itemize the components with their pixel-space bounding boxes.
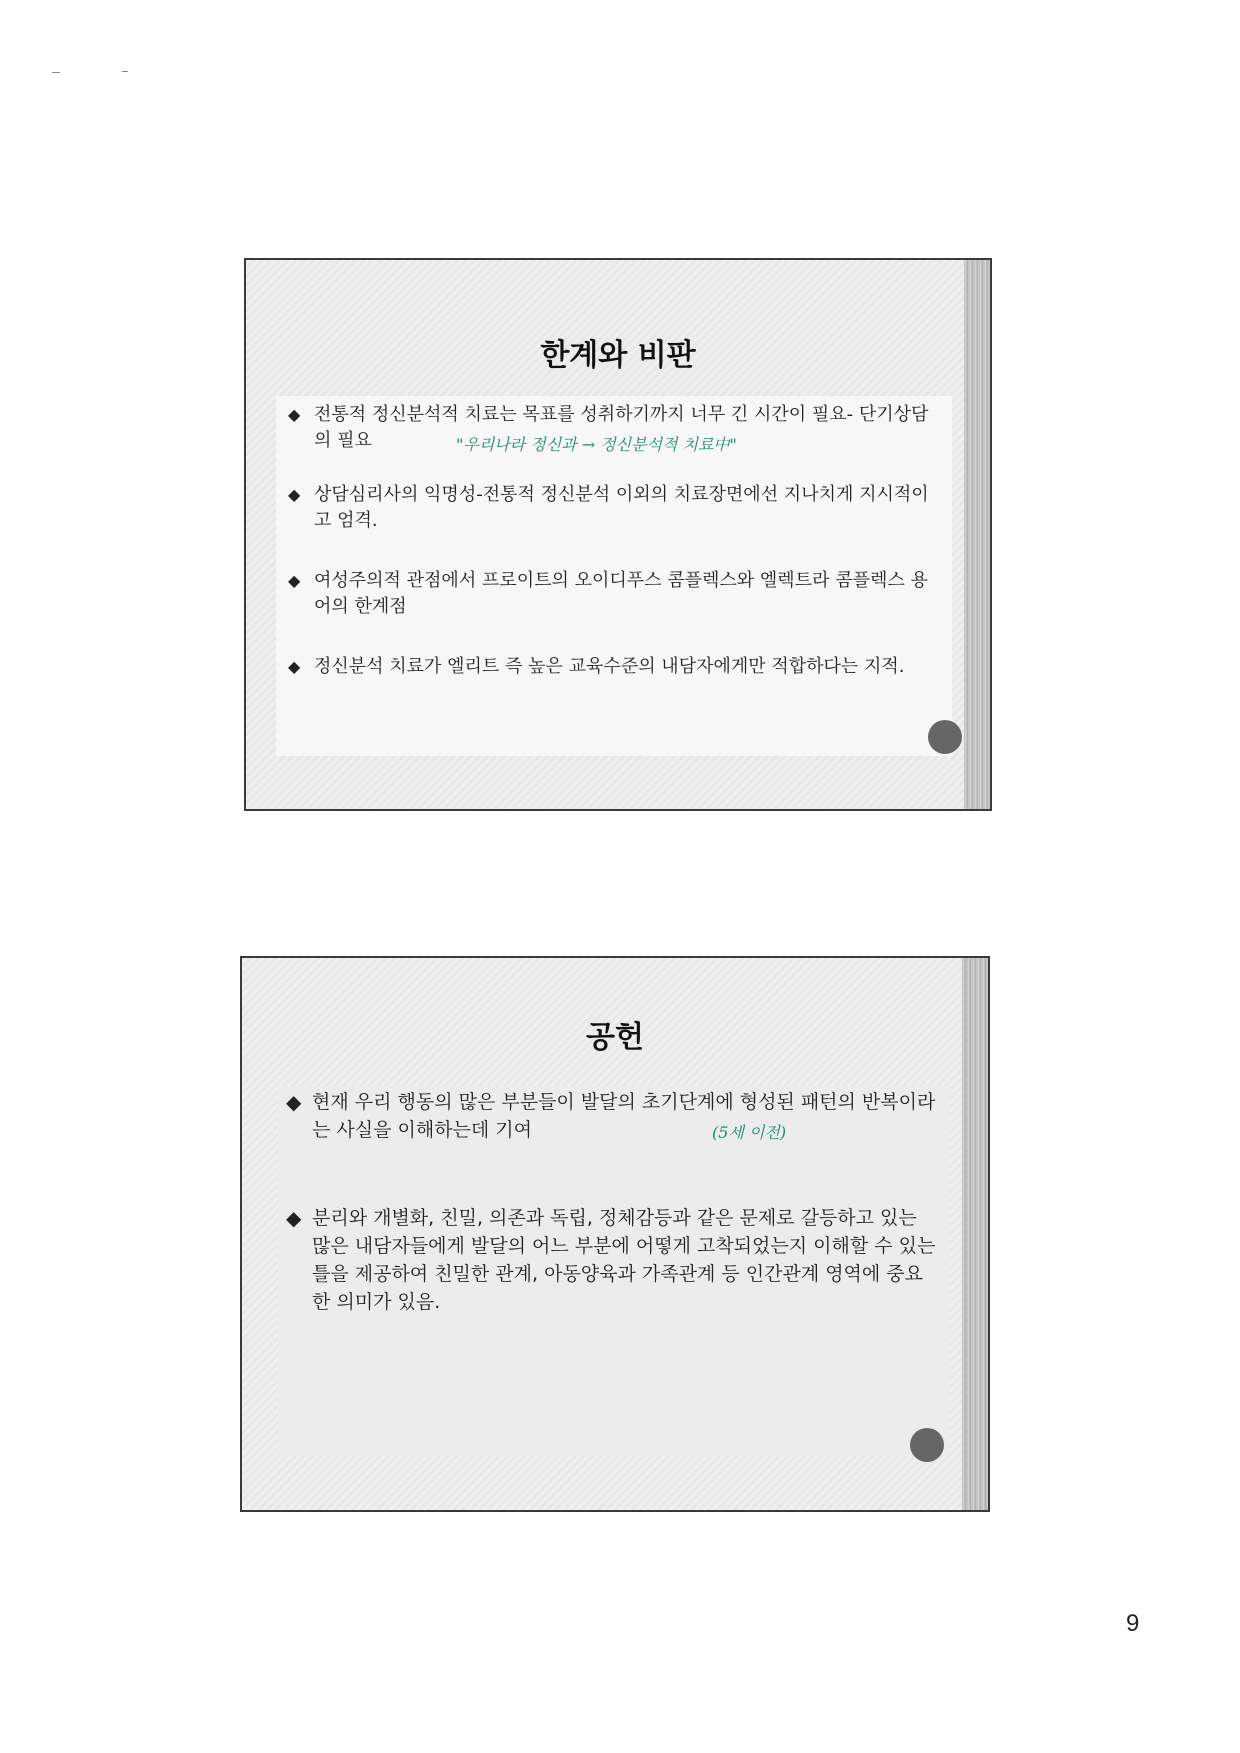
diamond-bullet-icon: ◆ bbox=[286, 1090, 302, 1114]
scan-speck bbox=[122, 71, 128, 72]
slide-corner-decoration bbox=[910, 1428, 944, 1462]
bullet-item: ◆ 현재 우리 행동의 많은 부분들이 발달의 초기단계에 형성된 패턴의 반복이라는 사실을 이해하는데 기여 bbox=[286, 1090, 936, 1141]
diamond-bullet-icon: ◆ bbox=[288, 405, 301, 424]
diamond-bullet-icon: ◆ bbox=[286, 1206, 302, 1230]
diamond-bullet-icon: ◆ bbox=[288, 657, 301, 676]
bullet-item: ◆ 여성주의적 관점에서 프로이트의 오이디푸스 콤플렉스와 엘렉트라 콤플렉스 용어의 한계점 bbox=[288, 570, 928, 617]
slide-title: 공헌 bbox=[586, 1020, 644, 1055]
diamond-bullet-icon: ◆ bbox=[288, 485, 301, 504]
scan-speck bbox=[52, 72, 60, 73]
handwritten-note: (5세 이전) bbox=[712, 1123, 787, 1142]
bullet-item: ◆ 정신분석 치료가 엘리트 즉 높은 교육수준의 내담자에게만 적합하다는 지적. bbox=[288, 654, 938, 680]
bullet-item: ◆ 분리와 개별화, 친밀, 의존과 독립, 정체감등과 같은 문제로 갈등하고 있는 많은 내담자들에게 발달의 어느 부분에 어떻게 고착되었는지 이해할 수 있는 틀을 제공하여 친밀한 관계, 아동양육과 가족관계 등 인간관계 영역에 중요한 의미가 있음. bbox=[286, 1206, 936, 1313]
page-number: 9 bbox=[1126, 1610, 1140, 1637]
handwritten-note: "우리나라 정신과 → 정신분석적 치료中" bbox=[456, 435, 737, 454]
bullet-item: ◆ 전통적 정신분석적 치료는 목표를 성취하기까지 너무 긴 시간이 필요- 단기상담의 필요 bbox=[288, 404, 929, 451]
slide-limitations bbox=[244, 258, 992, 811]
slide-corner-decoration bbox=[928, 720, 962, 754]
bullet-item: ◆ 상담심리사의 익명성-전통적 정신분석 이외의 치료장면에선 지나치게 지시적이고 엄격. bbox=[288, 484, 929, 531]
slide-title: 한계와 비판 bbox=[540, 338, 696, 373]
slide-contributions bbox=[240, 956, 990, 1512]
diamond-bullet-icon: ◆ bbox=[288, 571, 301, 590]
